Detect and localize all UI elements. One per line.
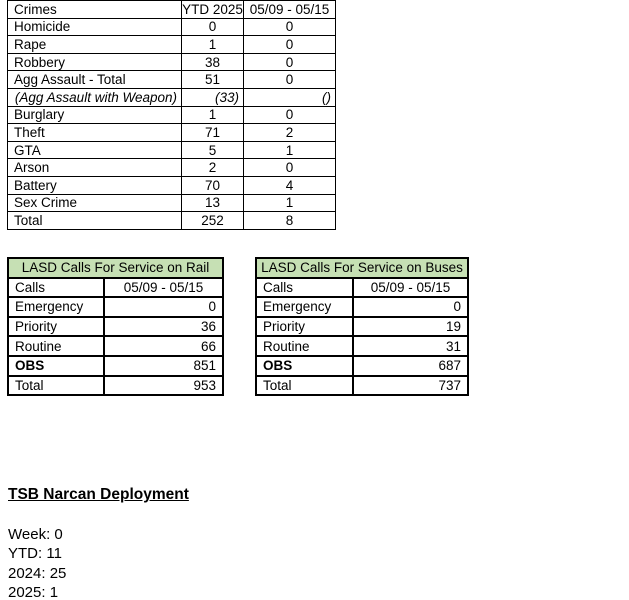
- crime-ytd-value: 51: [182, 71, 244, 89]
- crime-week-value: 0: [244, 106, 336, 124]
- table-row: [8, 53, 336, 71]
- crime-week-value: 2: [244, 124, 336, 142]
- crimes-header-ytd: YTD 2025: [182, 1, 243, 17]
- crime-ytd-value: 5: [182, 141, 244, 159]
- narcan-2024-line: 2024: 25: [8, 564, 67, 582]
- crime-week-value: 0: [244, 159, 336, 177]
- table-row: [8, 297, 223, 317]
- bus-title-row: [256, 258, 468, 278]
- table-row: [8, 36, 336, 54]
- crime-week-value: 4: [244, 176, 336, 194]
- bus-call-value: 31: [353, 336, 468, 356]
- crime-ytd-value: (33): [182, 88, 244, 106]
- bus-header-daterange: 05/09 - 05/15: [353, 278, 468, 298]
- crime-week-value: 0: [244, 53, 336, 71]
- crimes-header-week: 05/09 - 05/15: [244, 1, 336, 19]
- crime-week-value: (): [244, 88, 336, 106]
- rail-call-value: 953: [104, 376, 223, 396]
- rail-title-row: [8, 258, 223, 278]
- bus-header-calls: Calls: [256, 278, 353, 298]
- rail-table-title: LASD Calls For Service on Rail: [8, 258, 223, 278]
- table-row-total: [8, 376, 223, 396]
- bus-call-label: Routine: [256, 336, 353, 356]
- bus-header-row: [256, 278, 468, 298]
- crime-ytd-value: 2: [182, 159, 244, 177]
- crime-label: Sex Crime: [8, 194, 182, 212]
- rail-call-value: 0: [104, 297, 223, 317]
- crime-label: GTA: [8, 141, 182, 159]
- table-row: [8, 141, 336, 159]
- crime-ytd-value: 1: [182, 106, 244, 124]
- crime-label: Homicide: [8, 18, 182, 36]
- crime-label: Robbery: [8, 53, 182, 71]
- crime-label: Battery: [8, 176, 182, 194]
- narcan-stats: [8, 525, 189, 600]
- narcan-week-line: Week: 0: [8, 526, 63, 543]
- rail-call-label: Emergency: [8, 297, 104, 317]
- table-row: [256, 297, 468, 317]
- bus-call-value: 19: [353, 317, 468, 337]
- rail-header-daterange: 05/09 - 05/15: [104, 278, 223, 298]
- narcan-2025-line: 2025: 1: [8, 584, 59, 600]
- crime-ytd-value: 252: [182, 212, 244, 230]
- bus-call-label: Priority: [256, 317, 353, 337]
- bus-call-value: 737: [353, 376, 468, 396]
- table-row: [8, 194, 336, 212]
- crime-week-value: 0: [244, 71, 336, 89]
- crime-ytd-value: 1: [182, 36, 244, 54]
- table-row: [8, 336, 223, 356]
- rail-call-label: Priority: [8, 317, 104, 337]
- crimes-header-label: Crimes: [8, 1, 182, 19]
- crime-label: Total: [8, 212, 182, 230]
- table-row-total: [256, 376, 468, 396]
- rail-call-label: Routine: [8, 336, 104, 356]
- bus-calls-table: [255, 257, 469, 396]
- rail-header-row: [8, 278, 223, 298]
- rail-header-calls: Calls: [8, 278, 104, 298]
- rail-call-label: OBS: [8, 356, 104, 376]
- table-row: [8, 124, 336, 142]
- bus-call-value: 0: [353, 297, 468, 317]
- crime-ytd-value: 71: [182, 124, 244, 142]
- bus-call-label: Total: [256, 376, 353, 396]
- crime-ytd-value: 38: [182, 53, 244, 71]
- crimes-header-row: [8, 1, 336, 19]
- crime-label: Burglary: [8, 106, 182, 124]
- narcan-heading: TSB Narcan Deployment: [8, 486, 189, 503]
- crime-ytd-value: 70: [182, 176, 244, 194]
- rail-calls-table: [7, 257, 224, 396]
- narcan-ytd-line: YTD: 11: [8, 545, 62, 563]
- crime-label: Rape: [8, 36, 182, 54]
- rail-call-value: 36: [104, 317, 223, 337]
- crimes-table: [7, 0, 336, 230]
- bus-call-label: OBS: [256, 356, 353, 376]
- table-row: [8, 71, 336, 89]
- rail-call-value: 851: [104, 356, 223, 376]
- bus-call-label: Emergency: [256, 297, 353, 317]
- table-row: [8, 176, 336, 194]
- table-row-total: [8, 212, 336, 230]
- crime-label: Agg Assault - Total: [8, 71, 182, 89]
- crime-label: Arson: [8, 159, 182, 177]
- rail-call-label: Total: [8, 376, 104, 396]
- table-row-agg-assault-weapon: [8, 88, 336, 106]
- table-row: [8, 106, 336, 124]
- crime-week-value: 8: [244, 212, 336, 230]
- table-row-obs: [256, 356, 468, 376]
- crime-ytd-value: 13: [182, 194, 244, 212]
- crime-week-value: 0: [244, 18, 336, 36]
- rail-call-value: 66: [104, 336, 223, 356]
- crime-label: Theft: [8, 124, 182, 142]
- crime-week-value: 0: [244, 36, 336, 54]
- table-row: [8, 317, 223, 337]
- narcan-section: [8, 486, 189, 600]
- table-row: [8, 18, 336, 36]
- table-row-obs: [8, 356, 223, 376]
- crime-ytd-value: 0: [182, 18, 244, 36]
- crime-week-value: 1: [244, 141, 336, 159]
- table-row: [8, 159, 336, 177]
- table-row: [256, 336, 468, 356]
- crime-week-value: 1: [244, 194, 336, 212]
- bus-table-title: LASD Calls For Service on Buses: [256, 258, 468, 278]
- table-row: [256, 317, 468, 337]
- bus-call-value: 687: [353, 356, 468, 376]
- crime-label: (Agg Assault with Weapon): [8, 88, 182, 106]
